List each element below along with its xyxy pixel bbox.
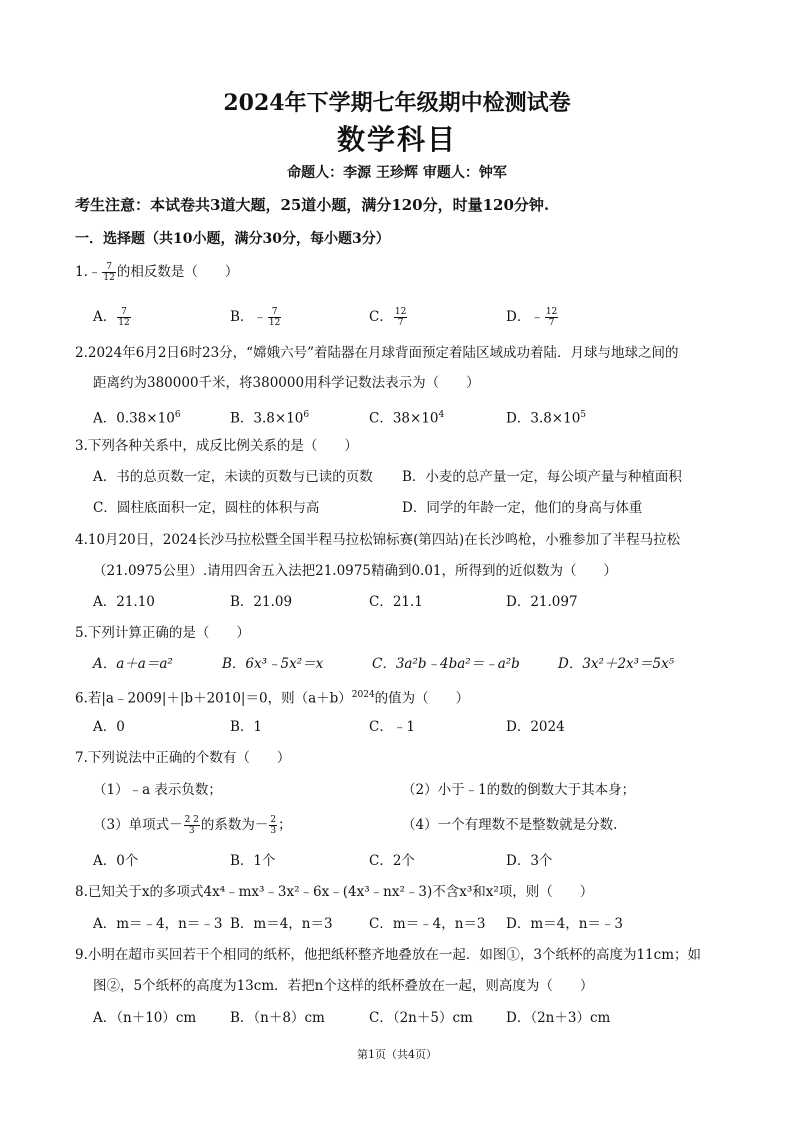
question-7-statement-2: （2）小于﹣1的数的倒数大于其本身；	[402, 782, 636, 798]
question-3-option-c[interactable]: C．圆柱底面积一定，圆柱的体积与高	[93, 500, 320, 516]
question-2-option-b[interactable]: B．$3.8\times 10^6$	[230, 410, 310, 427]
question-7-stem: 7.下列说法中正确的个数有（ ）	[75, 750, 291, 766]
question-6-option-d[interactable]: D．2024	[506, 719, 565, 735]
question-7-option-a[interactable]: A．0个	[93, 853, 139, 869]
question-2-option-d[interactable]: D．$3.8\times 10^5$	[506, 410, 587, 427]
subject-title: 数学科目	[336, 123, 457, 156]
question-1-option-a[interactable]: A． $\frac{7}{12}$	[93, 307, 130, 328]
question-7-option-c[interactable]: C．2个	[369, 853, 415, 869]
question-8-option-c[interactable]: C．m＝﹣4，n＝3	[369, 916, 486, 932]
question-5-option-c[interactable]: C．3a²b﹣4ba²＝﹣a²b	[372, 656, 520, 672]
exam-notice: 考生注意：本试卷共3道大题，25道小题，满分120分，时量120分钟.	[75, 196, 550, 214]
question-2-stem-line1: 2.2024年6月2日6时23分，“嫦娥六号”着陆器在月球背面预定着陆区域成功着陆．月球与地球之间的	[75, 345, 679, 361]
question-8-option-b[interactable]: B．m＝4，n＝3	[230, 916, 333, 932]
question-1-option-d[interactable]: D．﹣ $\frac{12}{7}$	[506, 307, 558, 328]
question-7-statement-1: （1）﹣a 表示负数；	[93, 782, 222, 798]
question-8-option-a[interactable]: A．m＝﹣4，n＝﹣3	[93, 916, 223, 932]
exam-title: 2024年下学期七年级期中检测试卷	[223, 90, 571, 116]
question-4-stem-line2: （21.0975公里）.请用四舍五入法把21.0975精确到0.01，所得到的近似数为（ ）	[93, 563, 618, 579]
question-7-statement-3: （3）单项式－ $\frac{2 2}{3}$ 的系数为－ $\frac{2}{3}$ ；	[93, 815, 292, 836]
fraction: $\frac{7}{12}$	[103, 262, 115, 283]
question-7-option-d[interactable]: D．3个	[506, 853, 553, 869]
question-4-option-d[interactable]: D．21.097	[506, 594, 578, 610]
question-4-option-a[interactable]: A．21.10	[93, 594, 155, 610]
question-8-stem: 8.已知关于x的多项式4x⁴﹣mx³﹣3x²﹣6x﹣(4x³﹣nx²﹣3)不含x³和x²项，则（ ）	[75, 884, 594, 900]
question-9-option-c[interactable]: C．（2n＋5）cm	[369, 1010, 473, 1026]
question-9-stem-line2: 图②，5个纸杯的高度为13cm．若把n个这样的纸杯叠放在一起，则高度为（ ）	[93, 978, 594, 994]
question-1-stem: 1.﹣ $\frac{7}{12}$ 的相反数是（ ）	[75, 262, 239, 283]
question-9-stem-line1: 9.小明在超市买回若干个相同的纸杯，他把纸杯整齐地叠放在一起．如图①，3个纸杯的高度为11cm；如	[75, 947, 702, 963]
question-5-option-a[interactable]: A．a＋a＝a²	[93, 656, 173, 672]
question-5-stem: 5.下列计算正确的是（ ）	[75, 625, 250, 641]
question-1-option-b[interactable]: B．﹣ $\frac{7}{12}$	[230, 307, 281, 328]
question-7-option-b[interactable]: B．1个	[230, 853, 276, 869]
question-9-option-d[interactable]: D．（2n＋3）cm	[506, 1010, 611, 1026]
question-6-option-a[interactable]: A．0	[93, 719, 125, 735]
question-4-option-b[interactable]: B．21.09	[230, 594, 293, 610]
question-9-option-a[interactable]: A．（n＋10）cm	[93, 1010, 197, 1026]
section-heading-choice: 一．选择题（共10小题，满分30分，每小题3分）	[75, 231, 390, 247]
question-2-option-a[interactable]: A．$0.38\times 10^6$	[93, 410, 181, 427]
question-2-stem-line2: 距离约为380000千米，将380000用科学记数法表示为（ ）	[93, 375, 480, 391]
question-3-option-b[interactable]: B．小麦的总产量一定，每公顷产量与种植面积	[402, 469, 682, 485]
question-7-statement-4: （4）一个有理数不是整数就是分数.	[402, 817, 618, 833]
page-footer: 第1页（共4页）	[357, 1048, 437, 1061]
question-3-stem: 3.下列各种关系中，成反比例关系的是（ ）	[75, 438, 358, 454]
question-5-option-b[interactable]: B．6x³﹣5x²＝x	[222, 656, 324, 672]
question-8-option-d[interactable]: D．m＝4，n＝﹣3	[506, 916, 623, 932]
question-6-option-b[interactable]: B．1	[230, 719, 263, 735]
question-3-option-a[interactable]: A．书的总页数一定，未读的页数与已读的页数	[93, 469, 373, 485]
question-1-option-c[interactable]: C． $\frac{12}{7}$	[369, 307, 407, 328]
question-4-option-c[interactable]: C．21.1	[369, 594, 423, 610]
question-2-option-c[interactable]: C．$38\times 10^4$	[369, 410, 445, 427]
authors-line: 命题人：李源 王珍辉 审题人：钟军	[287, 165, 507, 181]
question-6-stem: 6.若|a﹣2009|＋|b＋2010|＝0，则$(a+b)^{2024}$的值为（ ）	[75, 690, 470, 707]
question-6-option-c[interactable]: C．﹣1	[369, 719, 415, 735]
question-9-option-b[interactable]: B．（n＋8）cm	[230, 1010, 325, 1026]
question-4-stem-line1: 4.10月20日，2024长沙马拉松暨全国半程马拉松锦标赛(第四站)在长沙鸣枪，小雅参加了半程马拉松	[75, 532, 681, 548]
question-5-option-d[interactable]: D．3x²＋2x³＝5x⁵	[558, 656, 675, 672]
question-3-option-d[interactable]: D．同学的年龄一定，他们的身高与体重	[402, 500, 643, 516]
